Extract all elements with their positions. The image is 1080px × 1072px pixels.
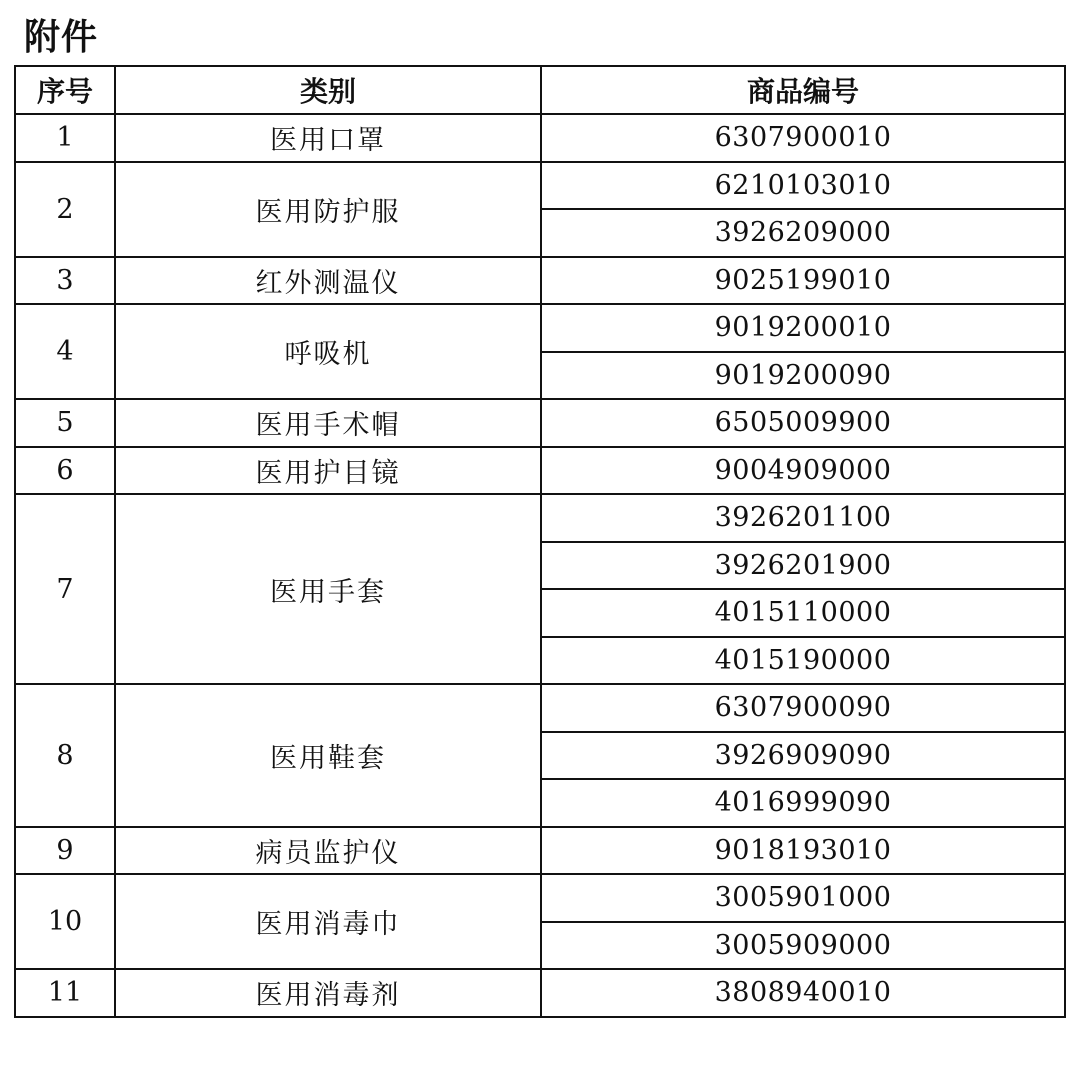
product-code-cell: 9019200090 bbox=[541, 352, 1065, 400]
serial-number-cell: 9 bbox=[15, 827, 115, 875]
category-cell: 医用护目镜 bbox=[115, 447, 541, 495]
product-code-cell: 3926201900 bbox=[541, 542, 1065, 590]
serial-number-cell: 11 bbox=[15, 969, 115, 1017]
product-code-cell: 3808940010 bbox=[541, 969, 1065, 1017]
serial-number-cell: 3 bbox=[15, 257, 115, 305]
header-category: 类别 bbox=[115, 66, 541, 114]
serial-number-cell: 7 bbox=[15, 494, 115, 684]
product-code-cell: 6307900090 bbox=[541, 684, 1065, 732]
product-code-cell: 9019200010 bbox=[541, 304, 1065, 352]
table-row bbox=[15, 494, 1065, 542]
category-cell: 红外测温仪 bbox=[115, 257, 541, 305]
serial-number-cell: 4 bbox=[15, 304, 115, 399]
table-row bbox=[15, 399, 1065, 447]
product-code-cell: 3926201100 bbox=[541, 494, 1065, 542]
category-cell: 医用消毒巾 bbox=[115, 874, 541, 969]
category-cell: 呼吸机 bbox=[115, 304, 541, 399]
header-product-code: 商品编号 bbox=[541, 66, 1065, 114]
header-serial-number: 序号 bbox=[15, 66, 115, 114]
product-code-cell: 4016999090 bbox=[541, 779, 1065, 827]
product-code-cell: 3005901000 bbox=[541, 874, 1065, 922]
product-code-cell: 4015190000 bbox=[541, 637, 1065, 685]
product-code-cell: 6210103010 bbox=[541, 162, 1065, 210]
category-cell: 医用鞋套 bbox=[115, 684, 541, 827]
table-row bbox=[15, 304, 1065, 352]
product-code-cell: 9004909000 bbox=[541, 447, 1065, 495]
page-heading: 附件 bbox=[24, 17, 99, 58]
product-code-cell: 9025199010 bbox=[541, 257, 1065, 305]
serial-number-cell: 6 bbox=[15, 447, 115, 495]
serial-number-cell: 8 bbox=[15, 684, 115, 827]
product-code-cell: 3926209000 bbox=[541, 209, 1065, 257]
product-code-cell: 6505009900 bbox=[541, 399, 1065, 447]
product-code-cell: 6307900010 bbox=[541, 114, 1065, 162]
product-code-cell: 3926909090 bbox=[541, 732, 1065, 780]
serial-number-cell: 5 bbox=[15, 399, 115, 447]
table-header-row bbox=[15, 66, 1065, 114]
table-row bbox=[15, 162, 1065, 210]
category-cell: 医用口罩 bbox=[115, 114, 541, 162]
table-row bbox=[15, 114, 1065, 162]
table-row bbox=[15, 827, 1065, 875]
product-code-cell: 9018193010 bbox=[541, 827, 1065, 875]
category-cell: 病员监护仪 bbox=[115, 827, 541, 875]
annex-table bbox=[14, 65, 1066, 1018]
category-cell: 医用消毒剂 bbox=[115, 969, 541, 1017]
serial-number-cell: 2 bbox=[15, 162, 115, 257]
table-row bbox=[15, 969, 1065, 1017]
category-cell: 医用手套 bbox=[115, 494, 541, 684]
table-body bbox=[15, 114, 1065, 1017]
serial-number-cell: 10 bbox=[15, 874, 115, 969]
table-row bbox=[15, 874, 1065, 922]
serial-number-cell: 1 bbox=[15, 114, 115, 162]
category-cell: 医用手术帽 bbox=[115, 399, 541, 447]
table-row bbox=[15, 257, 1065, 305]
product-code-cell: 3005909000 bbox=[541, 922, 1065, 970]
table-row bbox=[15, 447, 1065, 495]
product-code-cell: 4015110000 bbox=[541, 589, 1065, 637]
table-row bbox=[15, 684, 1065, 732]
category-cell: 医用防护服 bbox=[115, 162, 541, 257]
